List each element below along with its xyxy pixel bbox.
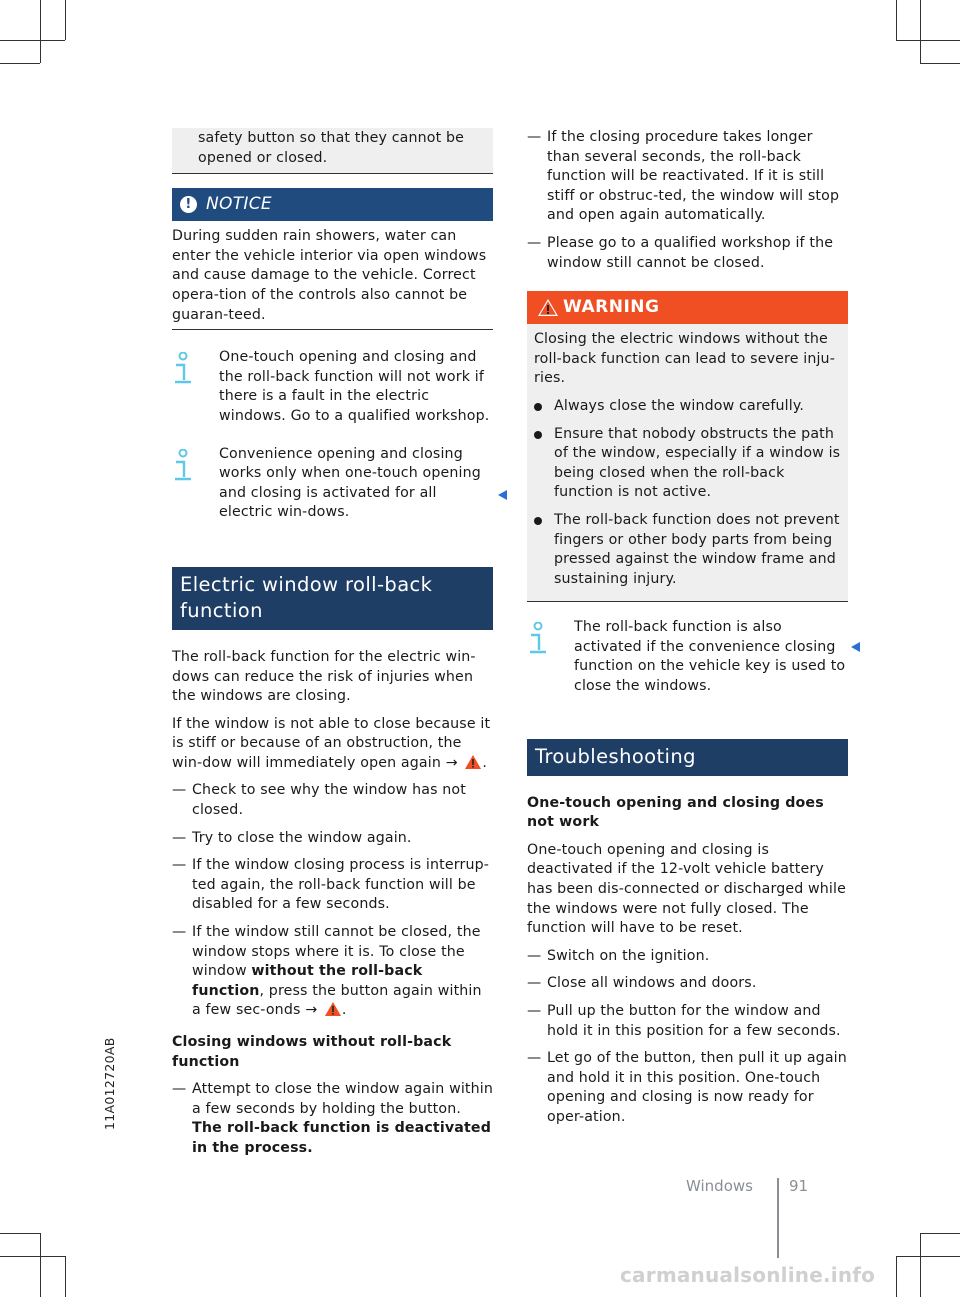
crop-mark	[0, 1256, 65, 1257]
notice-header	[172, 188, 493, 221]
box-continuation: safety button so that they cannot be opened or closed.	[172, 128, 493, 174]
footer-section-name: Windows	[686, 1177, 753, 1195]
subheading: Closing windows without roll-back function	[172, 1034, 452, 1070]
crop-mark	[40, 1233, 41, 1297]
arrow-icon: →	[445, 754, 458, 771]
list-item: — Pull up the button for the window and hold it in this position for a few seconds.	[527, 1003, 841, 1039]
warning-text: Closing the electric windows without the roll-back function can lead to severe inju-ries.	[534, 331, 835, 387]
warning-body	[527, 324, 848, 602]
crop-mark	[920, 1233, 960, 1234]
crop-mark	[65, 0, 66, 40]
right-column	[527, 128, 848, 1136]
crop-mark	[40, 0, 41, 63]
crop-mark	[0, 40, 65, 41]
list-item: — Close all windows and doors.	[527, 975, 757, 992]
crop-mark	[0, 1233, 40, 1234]
info-note	[172, 348, 493, 426]
bullet-icon	[534, 517, 542, 525]
bullet-icon	[534, 403, 542, 411]
list-item: — If the closing procedure takes longer than several seconds, the roll-back function will be reactivated. If it is still stiff or obstruc-ted, the window will stop and open again automatically.	[527, 129, 840, 224]
paragraph: One-touch opening and closing is deactivated if the 12-volt vehicle battery has been dis-connected or discharged while the windows were not fully closed. The function will have to be reset.	[527, 841, 846, 937]
info-note	[527, 618, 848, 696]
list-item: — Please go to a qualified workshop if the window still cannot be closed.	[527, 234, 834, 271]
info-text: Convenience opening and closing works only when one-touch opening and closing is activated for all electric win-dows.	[219, 445, 481, 521]
notice-title: NOTICE	[206, 193, 272, 214]
crop-mark	[0, 63, 40, 64]
footer-divider	[777, 1178, 779, 1258]
warning-triangle-icon	[537, 298, 559, 317]
document-code: 11A012720AB	[102, 1037, 117, 1130]
watermark: carmanualsonline.info	[620, 1263, 876, 1287]
paragraph: The roll-back function for the electric win-dows can reduce the risk of injuries when the windows are closing.	[172, 648, 476, 705]
end-of-topic-marker	[498, 490, 507, 500]
notice-text: During sudden rain showers, water can enter the vehicle interior via open windows and cause damage to the vehicle. Correct opera-tion of the controls also cannot be guaran-teed.	[172, 221, 493, 330]
info-note	[172, 445, 493, 523]
subheading: One-touch opening and closing does not work	[527, 794, 824, 831]
crop-mark	[65, 1256, 66, 1297]
info-text: One-touch opening and closing and the roll-back function will not work if there is a fault in the electric windows. Go to a qualified workshop.	[219, 349, 490, 424]
list-item: — Check to see why the window has not closed.	[172, 782, 466, 819]
list-item: — If the window still cannot be closed, the window stops where it is. To close the window without the roll-back function, press the button again within a few sec-onds → .	[172, 924, 482, 1019]
info-icon	[172, 352, 194, 386]
list-item: — Switch on the ignition.	[527, 947, 710, 964]
exclamation-circle-icon: !	[180, 196, 197, 213]
info-icon	[172, 449, 194, 483]
list-item: Ensure that nobody obstructs the path of the window, especially if a window is being closed when the roll-back function is not active.	[534, 425, 841, 503]
bullet-icon	[534, 431, 542, 439]
crop-mark	[920, 1233, 921, 1297]
left-column	[172, 128, 493, 1167]
list-item: — If the window closing process is interrup-ted again, the roll-back function will be disabled for a few seconds.	[172, 857, 490, 913]
arrow-icon: →	[305, 1002, 318, 1019]
crop-mark	[920, 63, 960, 64]
crop-mark	[896, 1256, 960, 1257]
crop-mark	[896, 40, 960, 41]
warning-title: WARNING	[563, 296, 660, 317]
list-item: Always close the window carefully.	[534, 397, 841, 417]
page-number: 91	[789, 1177, 809, 1195]
info-icon	[527, 622, 549, 656]
warning-triangle-icon	[324, 1001, 342, 1017]
info-text: The roll-back function is also activated if the convenience closing function on the vehicle key is used to close the windows.	[574, 619, 846, 695]
end-of-topic-marker	[851, 642, 860, 652]
list-item: — Try to close the window again.	[172, 829, 412, 846]
list-item: — Attempt to close the window again within a few seconds by holding the button. The roll-back function is deactivated in the process.	[172, 1081, 494, 1156]
list-item: — Let go of the button, then pull it up again and hold it in this position. One-touch opening and closing is now ready for oper-ation.	[527, 1050, 847, 1125]
section-title: Electric window roll-back function	[172, 567, 493, 630]
paragraph: If the window is not able to close because it is stiff or because of an obstruction, the win-dow will immediately open again → .	[172, 715, 491, 771]
section-title: Troubleshooting	[527, 739, 848, 776]
crop-mark	[896, 1256, 897, 1297]
warning-triangle-icon	[464, 754, 482, 770]
crop-mark	[896, 0, 897, 40]
crop-mark	[920, 0, 921, 63]
list-item: The roll-back function does not prevent fingers or other body parts from being pressed against the window frame and sustaining injury.	[534, 511, 841, 589]
warning-header	[527, 291, 848, 324]
